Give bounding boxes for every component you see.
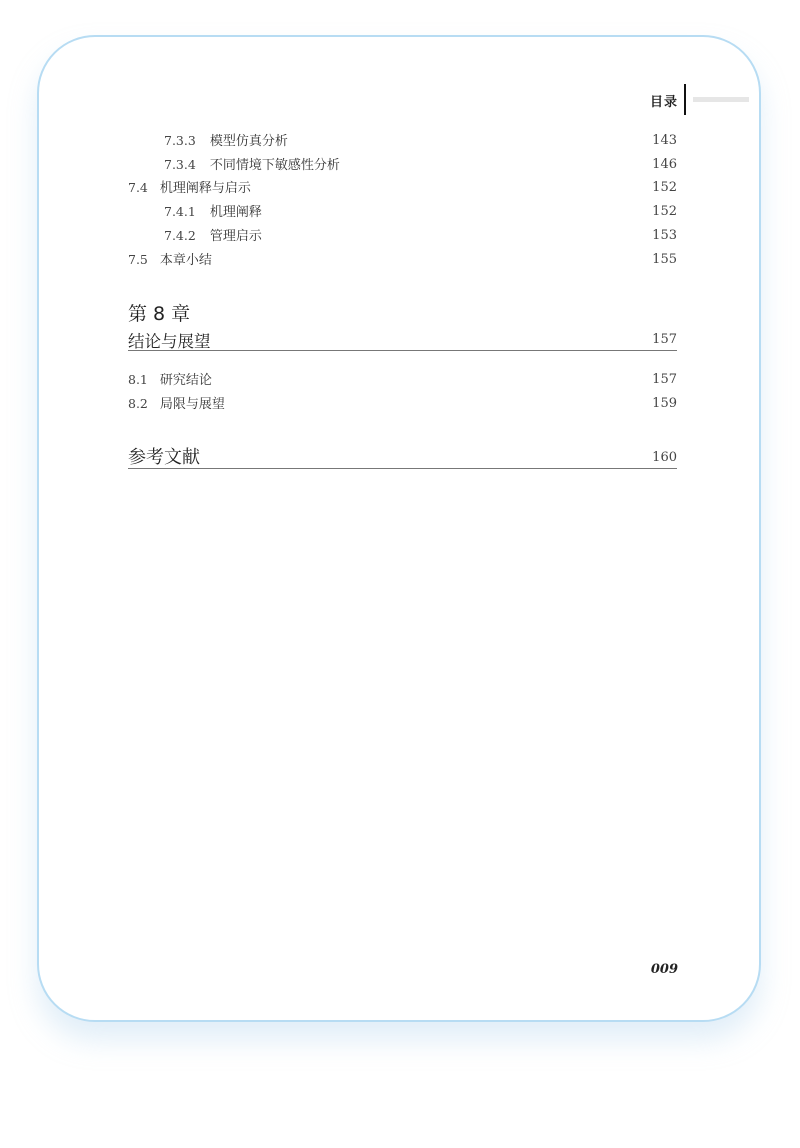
toc-entry-page: 152 <box>652 204 677 219</box>
toc-entry-title: 管理启示 <box>209 229 262 244</box>
toc-entry-8-2[interactable] <box>128 394 677 414</box>
toc-entry-title: 机理阐释 <box>209 205 262 220</box>
toc-entry-number: 7.4.2 <box>164 228 196 243</box>
toc-entry-page: 143 <box>652 133 677 148</box>
toc-entry-title: 本章小结 <box>159 253 212 268</box>
toc-entry-page: 157 <box>652 372 677 387</box>
chapter-title: 结论与展望 <box>128 332 211 351</box>
toc-entry-7-3-3[interactable] <box>164 131 677 151</box>
toc-entry-title: 局限与展望 <box>159 397 225 412</box>
toc-entry-page: 153 <box>652 228 677 243</box>
header-label: 目录 <box>650 95 679 110</box>
toc-entry-title: 机理阐释与启示 <box>159 181 251 196</box>
references-title: 参考文献 <box>128 447 200 468</box>
toc-entry-number: 8.1 <box>128 372 148 387</box>
references-page: 160 <box>652 450 677 465</box>
toc-entry-title: 不同情境下敏感性分析 <box>209 158 340 173</box>
toc-entry-number: 7.3.4 <box>164 157 196 172</box>
toc-entry-title: 模型仿真分析 <box>209 134 288 149</box>
toc-entry-7-4[interactable] <box>128 178 677 198</box>
toc-entry-7-4-2[interactable] <box>164 226 677 246</box>
header-decor-bar <box>693 97 749 102</box>
header-divider <box>684 84 686 115</box>
toc-entry-number: 7.4.1 <box>164 204 196 219</box>
references-row[interactable] <box>128 443 677 469</box>
chapter-label: 第 8 章 <box>128 303 191 325</box>
chapter-title-row[interactable] <box>128 326 677 351</box>
toc-entry-page: 159 <box>652 396 677 411</box>
page-number: 009 <box>650 962 678 977</box>
toc-entry-page: 146 <box>652 157 677 172</box>
toc-entry-number: 7.4 <box>128 180 148 195</box>
chapter-page: 157 <box>652 332 677 347</box>
toc-entry-8-1[interactable] <box>128 370 677 390</box>
toc-entry-number: 7.5 <box>128 252 148 267</box>
toc-entry-7-5[interactable] <box>128 250 677 270</box>
toc-entry-page: 152 <box>652 180 677 195</box>
toc-entry-number: 7.3.3 <box>164 133 196 148</box>
toc-entry-number: 8.2 <box>128 396 148 411</box>
toc-entry-7-4-1[interactable] <box>164 202 677 222</box>
toc-entry-page: 155 <box>652 252 677 267</box>
toc-entry-title: 研究结论 <box>159 373 212 388</box>
toc-entry-7-3-4[interactable] <box>164 155 677 175</box>
